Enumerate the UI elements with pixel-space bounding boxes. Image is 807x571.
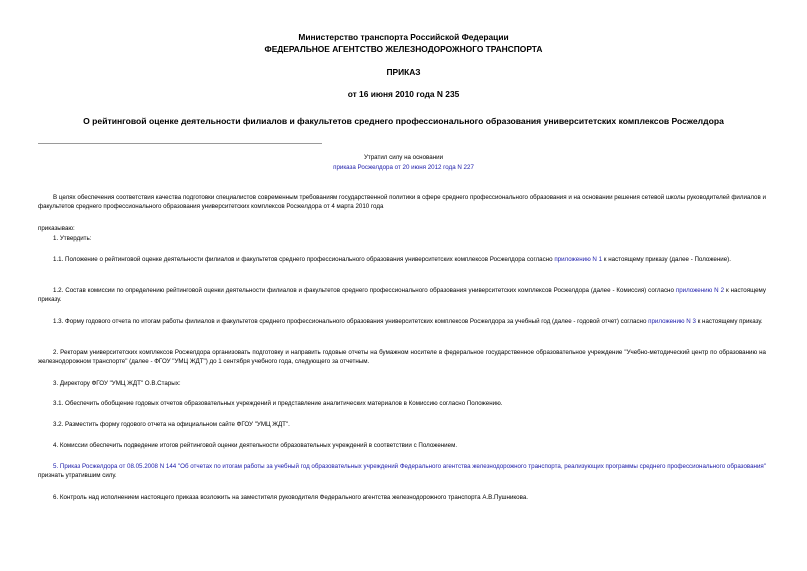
item-1: 1. Утвердить:	[53, 235, 92, 242]
appendix-3-link[interactable]: приложению N 3	[648, 318, 696, 325]
item-5-number: 5.	[53, 463, 59, 470]
item-3-1: 3.1. Обеспечить обобщение годовых отчетов образовательных учреждений и представление аналитических материалов в Комиссию согласно Положению.	[53, 400, 503, 407]
item-1-2-text: 1.2. Состав комиссии по определению рейтинговой оценки деятельности филиалов и факультетов среднего профессионального образования университетских комплексов Росжелдора (далее - Комиссия) согласно	[53, 287, 674, 294]
ministry-name: Министерство транспорта Российской Федерации	[298, 32, 509, 42]
item-6: 6. Контроль над исполнением настоящего приказа возложить на заместителя руководителя Федерального агентства железнодорожного транспорта А.В.Пушникова.	[53, 494, 528, 501]
item-2: 2. Ректорам университетских комплексов Росжелдора организовать подготовку и направить годовые отчеты на бумажном носителе в федеральное государственное образовательное учреждение "Учебно-методический центр по образованию на железнодорожном транспорте" (далее - ФГОУ "УМЦ ЖДТ") до 1 сентября учебного года, следующего за отчетным.	[38, 349, 766, 365]
item-1-3-text: 1.3. Форму годового отчета по итогам работы филиалов и факультетов среднего профессионального образования университетских комплексов Росжелдора за учебный год (далее - годовой отчет) согласно	[53, 318, 647, 325]
item-5	[38, 462, 766, 480]
item-1-1-text: 1.1. Положение о рейтинговой оценке деятельности филиалов и факультетов среднего профессионального образования университетских комплексов Росжелдора согласно	[53, 256, 553, 263]
document-date-number: от 16 июня 2010 года N 235	[347, 89, 460, 99]
item-3: 3. Директору ФГОУ "УМЦ ЖДТ" О.В.Старых:	[53, 380, 181, 387]
item-1-3	[38, 317, 766, 326]
appendix-1-link[interactable]: приложению N 1	[554, 256, 603, 263]
item-1-2	[38, 286, 766, 304]
page-title: О рейтинговой оценке деятельности филиалов и факультетов среднего профессионального образования университетских комплексов Росжелдора	[83, 116, 724, 126]
repeal-order-link[interactable]: приказа Росжелдора от 20 июня 2012 года N 227	[333, 164, 474, 171]
agency-name: ФЕДЕРАЛЬНОЕ АГЕНТСТВО ЖЕЛЕЗНОДОРОЖНОГО ТРАНСПОРТА	[264, 44, 543, 54]
divider	[38, 143, 322, 144]
status-note-link-row	[0, 164, 807, 172]
preamble: В целях обеспечения соответствия качества подготовки специалистов современным требованиям государственной политики в сфере среднего профессионального образования и на основании решения сетевой школы руководителей филиалов и факультетов среднего профессионального образования университетских комплексов Росжелдора от 4 марта 2010 года	[38, 194, 766, 210]
item-5-tail: признать утратившим силу.	[38, 472, 117, 479]
order-word: приказываю:	[38, 225, 75, 232]
item-3-2: 3.2. Разместить форму годового отчета на официальном сайте ФГОУ "УМЦ ЖДТ".	[53, 421, 290, 428]
item-1-1	[38, 255, 766, 264]
item-1-1-tail: к настоящему приказу (далее - Положение).	[603, 256, 731, 263]
item-1-2-tail: к настоящему приказу.	[38, 287, 766, 303]
item-4: 4. Комиссии обеспечить подведение итогов рейтинговой оценки деятельности образовательных учреждений в соответствии с Положением.	[53, 442, 458, 449]
status-note: Утратил силу на основании	[363, 154, 444, 161]
item-1-3-tail: к настоящему приказу.	[697, 318, 763, 325]
document-type: ПРИКАЗ	[386, 67, 421, 77]
repealed-order-link[interactable]: Приказ Росжелдора от 08.05.2008 N 144 "Об отчетах по итогам работы за учебный год образовательных учреждений Федерального агентства железнодорожного транспорта, реализующих программы среднего профессионального образования"	[59, 463, 766, 470]
appendix-2-link[interactable]: приложению N 2	[675, 287, 725, 294]
